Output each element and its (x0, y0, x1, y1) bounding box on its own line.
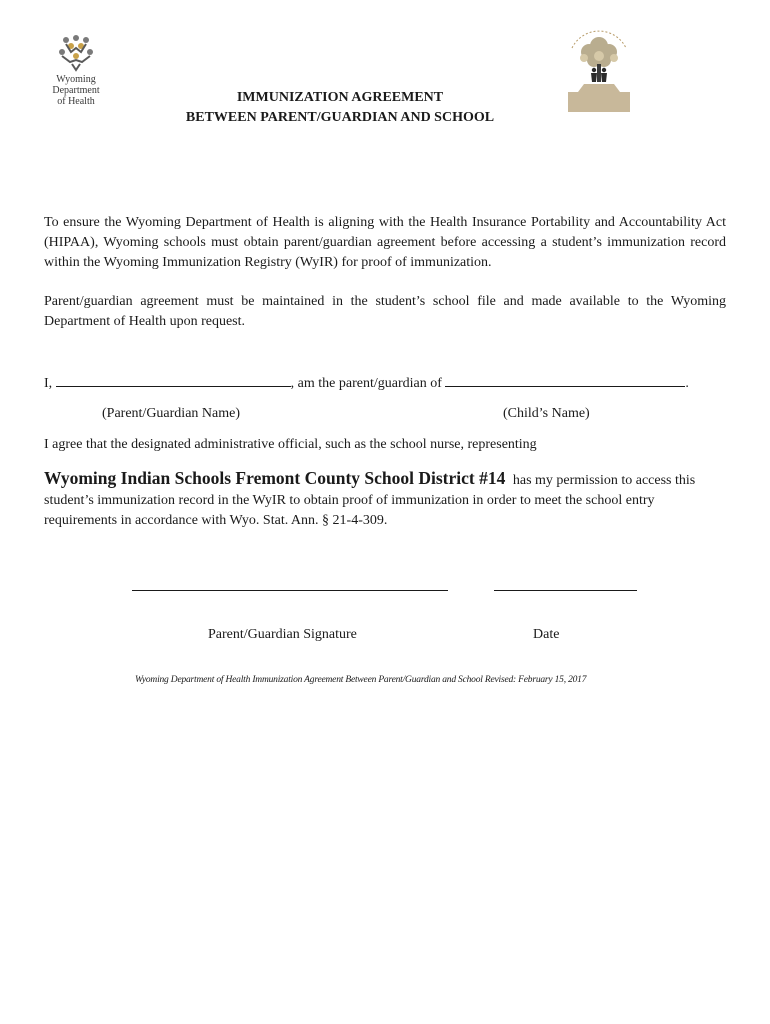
parent-name-field[interactable] (56, 372, 291, 387)
title-line-2: BETWEEN PARENT/GUARDIAN AND SCHOOL (185, 110, 495, 125)
child-name-label: (Child’s Name) (503, 406, 590, 421)
agreement-line-3: requirements in accordance with Wyo. Stat. Ann. § 21-4-309. (44, 513, 388, 528)
tree-icon (564, 26, 634, 96)
date-field[interactable] (494, 590, 637, 591)
maintain-paragraph: Parent/guardian agreement must be maintained in the student’s school file and made available to the Wyoming Department of Health upon request. (44, 294, 726, 329)
footer-revision: Wyoming Department of Health Immunization Agreement Between Parent/Guardian and School Revised: February 15, 2017 (135, 675, 587, 685)
figures-icon (44, 34, 108, 74)
date-label: Date (533, 627, 560, 642)
parent-name-label: (Parent/Guardian Name) (102, 406, 240, 421)
declaration-prefix: I, (44, 376, 53, 391)
logo-left-text: Wyoming Department of Health (52, 74, 100, 107)
signature-label: Parent/Guardian Signature (208, 627, 357, 642)
agreement-line-2: student’s immunization record in the WyIR to obtain proof of immunization in order to meet the school entry (44, 493, 655, 508)
school-name: Wyoming Indian Schools Fremont County School District #14 (44, 468, 506, 488)
signature-field[interactable] (132, 590, 448, 591)
child-name-field[interactable] (445, 372, 685, 387)
agreement-school-line (44, 468, 744, 491)
document-title (0, 88, 680, 128)
declaration-middle: , am the parent/guardian of (290, 376, 442, 391)
permission-text: has my permission to access this (512, 473, 696, 488)
declaration-line (44, 372, 744, 394)
intro-paragraph: To ensure the Wyoming Department of Health is aligning with the Health Insurance Portability and Accountability Act (HIPAA), Wyoming schools must obtain parent/guardian agreement before accessing a student’s immunization record within the Wyoming Immunization Registry (WyIR) for proof of immunization. (44, 215, 726, 270)
declaration-suffix: . (685, 376, 689, 391)
title-line-1: IMMUNIZATION AGREEMENT (236, 90, 444, 105)
agreement-lead: I agree that the designated administrative official, such as the school nurse, representing (44, 437, 537, 452)
